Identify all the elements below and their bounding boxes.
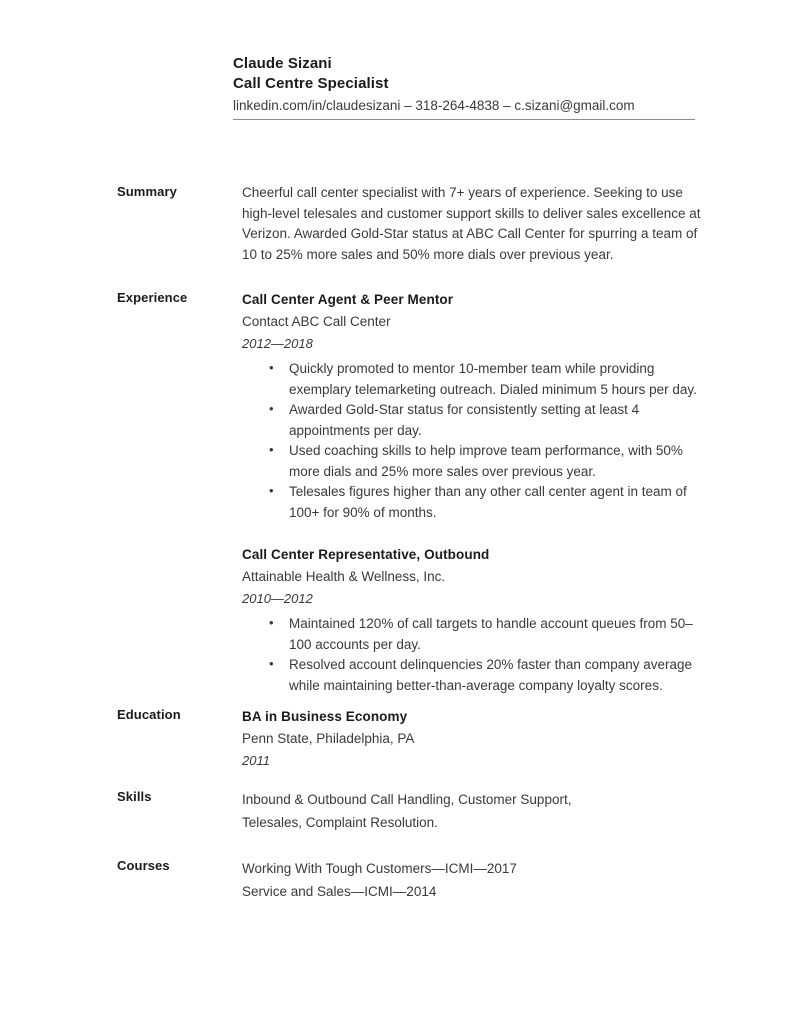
job-dates: 2010—2012 — [242, 591, 313, 606]
skills-line: Telesales, Complaint Resolution. — [242, 815, 438, 830]
education-school: Penn State, Philadelphia, PA — [242, 731, 415, 746]
section-label-education: Education — [117, 707, 181, 722]
skills-body — [242, 788, 714, 834]
candidate-job-title: Call Centre Specialist — [233, 75, 389, 92]
job-bullet-list — [242, 614, 714, 696]
job-employer: Contact ABC Call Center — [242, 314, 391, 329]
job-bullet: • Used coaching skills to help improve team performance, with 50% more dials and 25% more sales over previous year. — [242, 441, 714, 482]
job-title: Call Center Representative, Outbound — [242, 547, 490, 562]
summary-text: Cheerful call center specialist with 7+ years of experience. Seeking to use high-level telesales and customer support skills to deliver sales excellence at Verizon. Awarded Gold-Star status at ABC Call Center for spurring a team of 10 to 25% more sales and 50% more dials over previous year. — [242, 185, 701, 262]
job-bullet-list — [242, 359, 714, 523]
experience-entry — [242, 544, 714, 696]
header-divider — [233, 119, 695, 120]
course-line: Service and Sales—ICMI—2014 — [242, 884, 437, 899]
education-year: 2011 — [242, 753, 270, 768]
education-body — [242, 706, 714, 772]
course-line: Working With Tough Customers—ICMI—2017 — [242, 861, 517, 876]
resume-header — [233, 54, 695, 116]
job-bullet: • Quickly promoted to mentor 10-member team while providing exemplary telemarketing outreach. Dialed minimum 5 hours per day. — [242, 359, 714, 400]
courses-body — [242, 857, 714, 903]
education-degree: BA in Business Economy — [242, 709, 408, 724]
summary-body — [242, 183, 714, 265]
section-label-skills: Skills — [117, 789, 152, 804]
job-bullet: • Resolved account delinquencies 20% faster than company average while maintaining better-than-average company loyalty scores. — [242, 655, 714, 696]
section-label-summary: Summary — [117, 184, 177, 199]
job-title: Call Center Agent & Peer Mentor — [242, 292, 454, 307]
section-label-experience: Experience — [117, 290, 188, 305]
experience-entry — [242, 289, 714, 523]
job-bullet: • Awarded Gold-Star status for consistently setting at least 4 appointments per day. — [242, 400, 714, 441]
job-bullet: • Maintained 120% of call targets to handle account queues from 50–100 accounts per day. — [242, 614, 714, 655]
job-dates: 2012—2018 — [242, 336, 313, 351]
contact-info: linkedin.com/in/claudesizani – 318-264-4838 – c.sizani@gmail.com — [233, 98, 635, 113]
skills-line: Inbound & Outbound Call Handling, Customer Support, — [242, 792, 572, 807]
job-bullet: • Telesales figures higher than any other call center agent in team of 100+ for 90% of months. — [242, 482, 714, 523]
job-employer: Attainable Health & Wellness, Inc. — [242, 569, 446, 584]
section-label-courses: Courses — [117, 858, 170, 873]
candidate-name: Claude Sizani — [233, 55, 332, 72]
experience-body — [242, 289, 714, 696]
